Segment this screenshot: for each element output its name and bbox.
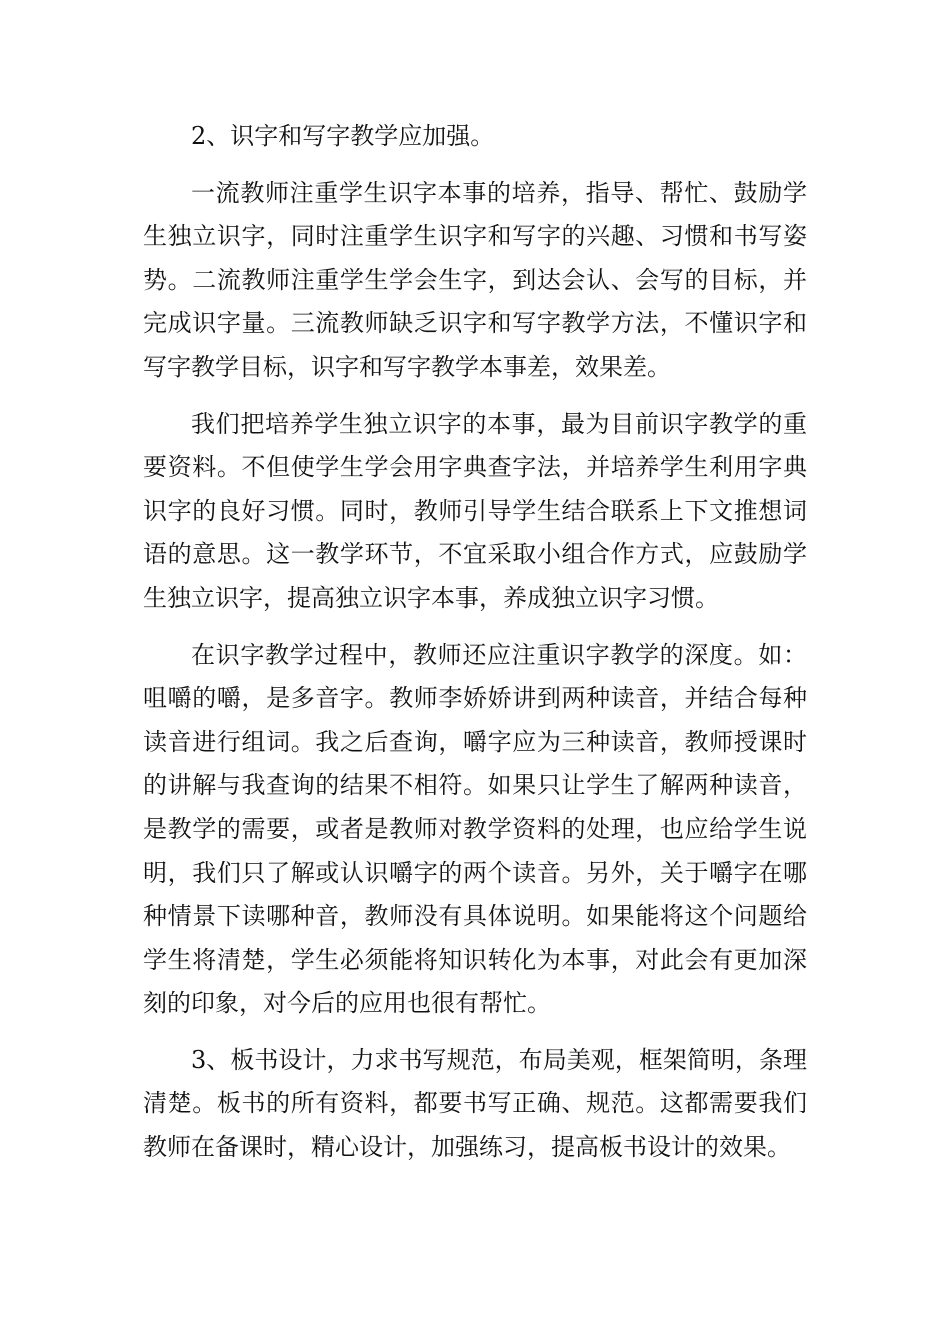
paragraph-blackboard-design: 3、板书设计，力求书写规范，布局美观，框架简明，条理清楚。板书的所有资料，都要书写正确、规范。这都需要我们教师在备课时，精心设计，加强练习，提高板书设计的效果。 (143, 1045, 807, 1162)
paragraph-literacy-depth: 在识字教学过程中，教师还应注重识字教学的深度。如：咀嚼的嚼，是多音字。教师李娇娇讲到两种读音，并结合每种读音进行组词。我之后查询，嚼字应为三种读音，教师授课时的讲解与我查询的结果不相符。如果只让学生了解两种读音，是教学的需要，或者是教师对教学资料的处理，也应给学生说明，我们只了解或认识嚼字的两个读音。另外，关于嚼字在哪种情景下读哪种音，教师没有具体说明。如果能将这个问题给学生将清楚，学生必须能将知识转化为本事，对此会有更加深刻的印象，对今后的应用也很有帮忙。 (143, 640, 807, 1018)
paragraph-heading-2: 2、识字和写字教学应加强。 (191, 122, 495, 150)
document-body (143, 115, 807, 1183)
paragraph-independent-literacy: 我们把培养学生独立识字的本事，最为目前识字教学的重要资料。不但使学生学会用字典查字法，并培养学生利用字典识字的良好习惯。同时，教师引导学生结合联系上下文推想词语的意思。这一教学环节，不宜采取小组合作方式，应鼓励学生独立识字，提高独立识字本事，养成独立识字习惯。 (143, 409, 807, 612)
paragraph-teacher-levels: 一流教师注重学生识字本事的培养，指导、帮忙、鼓励学生独立识字，同时注重学生识字和写字的兴趣、习惯和书写姿势。二流教师注重学生学会生字，到达会认、会写的目标，并完成识字量。三流教师缺乏识字和写字教学方法，不懂识字和写字教学目标，识字和写字教学本事差，效果差。 (143, 178, 807, 381)
